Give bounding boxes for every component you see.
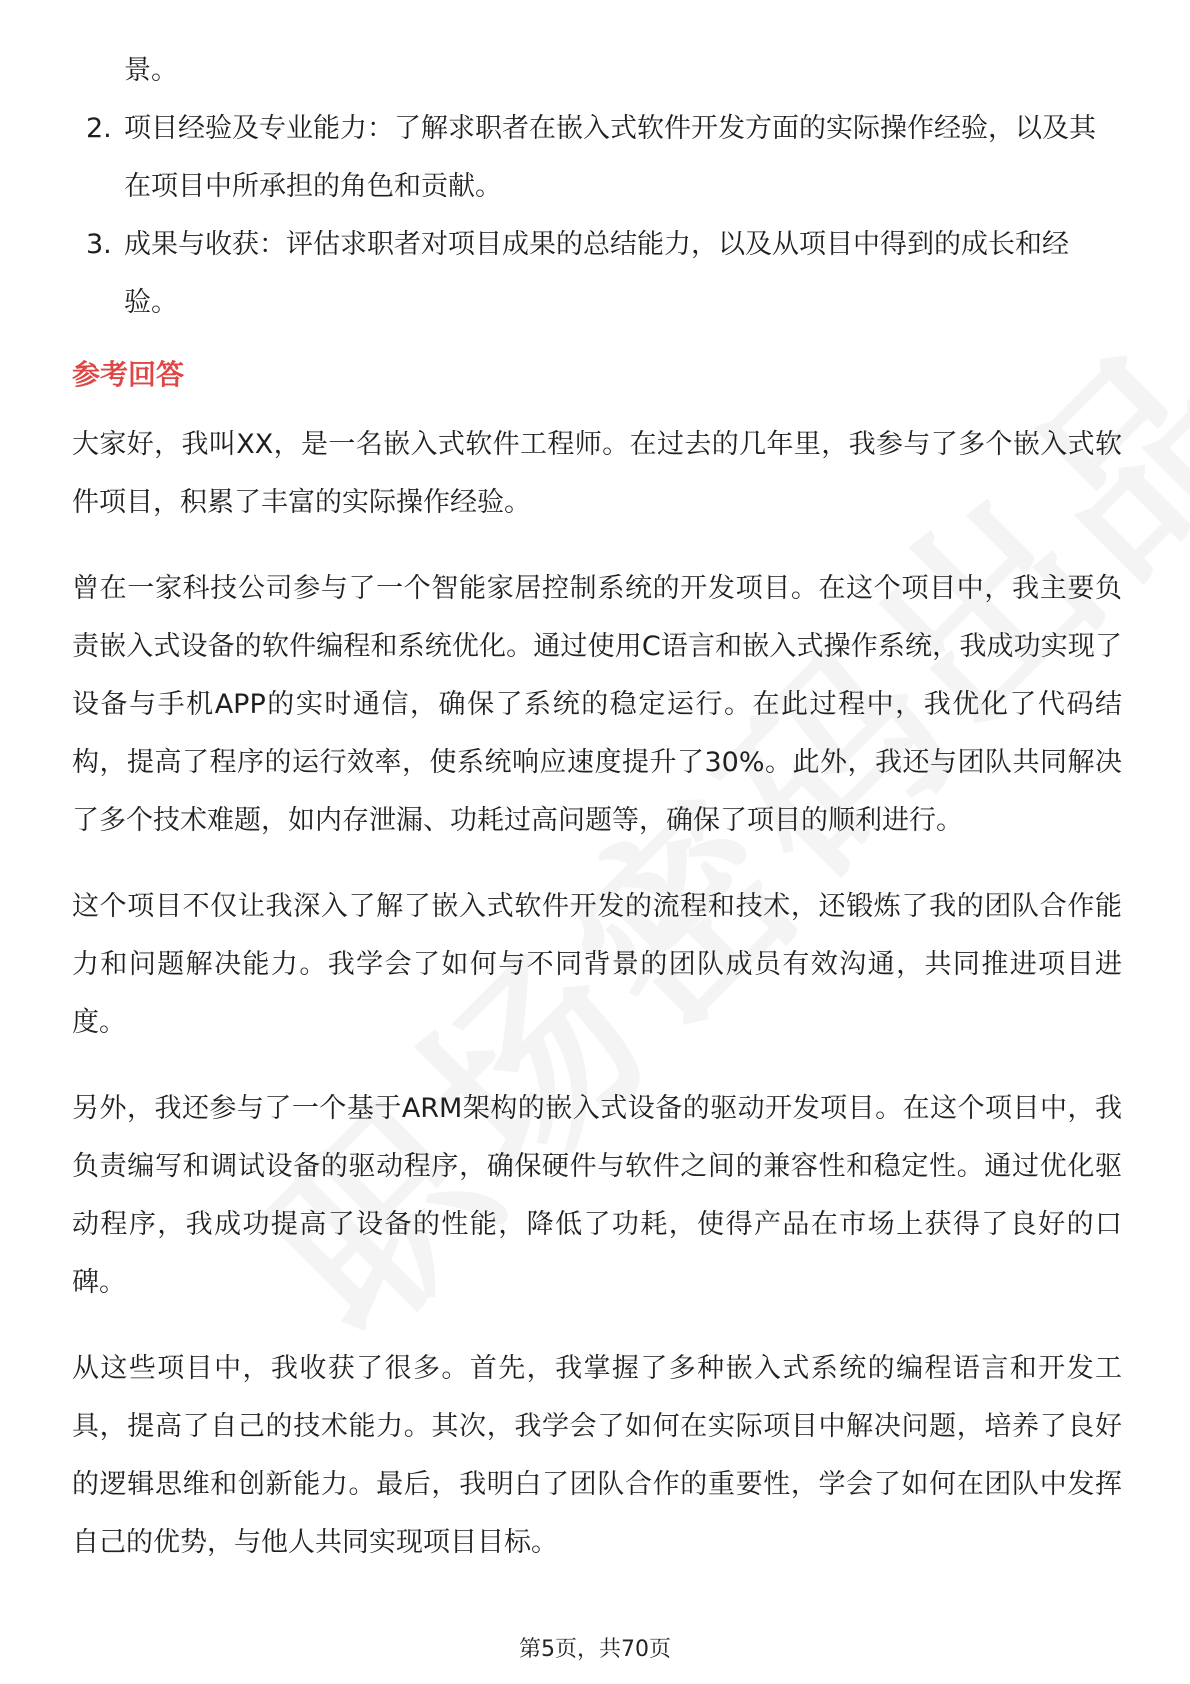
list-item-text: 了解求职者在嵌入式软件开发方面的实际操作经验，以及其在项目中所承担的角色和贡献。 [124,113,1096,202]
list-item-number: 3. [86,229,112,260]
section-heading: 参考回答 [72,358,185,391]
paragraph: 另外，我还参与了一个基于ARM架构的嵌入式设备的驱动开发项目。在这个项目中，我负责编写和调试设备的驱动程序，确保硬件与软件之间的兼容性和稳定性。通过优化驱动程序，我成功提高了设备的性能，降低了功耗，使得产品在市场上获得了良好的口碑。 [72,1093,1122,1298]
list-item-title: 成果与收获： [124,229,286,260]
paragraph: 大家好，我叫XX，是一名嵌入式软件工程师。在过去的几年里，我参与了多个嵌入式软件项目，积累了丰富的实际操作经验。 [72,429,1122,518]
list-item [72,216,1122,332]
page-number-footer: 第5页，共70页 [519,1637,671,1662]
paragraph: 这个项目不仅让我深入了解了嵌入式软件开发的流程和技术，还锻炼了我的团队合作能力和问题解决能力。我学会了如何与不同背景的团队成员有效沟通，共同推进项目进度。 [72,891,1122,1038]
document-content [72,42,1122,1572]
list-item [72,100,1122,216]
list-item-number: 2. [86,113,112,144]
paragraph: 曾在一家科技公司参与了一个智能家居控制系统的开发项目。在这个项目中，我主要负责嵌入式设备的软件编程和系统优化。通过使用C语言和嵌入式操作系统，我成功实现了设备与手机APP的实时通信，确保了系统的稳定运行。在此过程中，我优化了代码结构，提高了程序的运行效率，使系统响应速度提升了30%。此外，我还与团队共同解决了多个技术难题，如内存泄漏、功耗过高问题等，确保了项目的顺利进行。 [72,573,1122,836]
list-item-title: 项目经验及专业能力： [124,113,394,144]
list-continuation-text: 景。 [124,55,178,86]
list-item-text: 评估求职者对项目成果的总结能力，以及从项目中得到的成长和经验。 [124,229,1069,318]
paragraph: 从这些项目中，我收获了很多。首先，我掌握了多种嵌入式系统的编程语言和开发工具，提高了自己的技术能力。其次，我学会了如何在实际项目中解决问题，培养了良好的逻辑思维和创新能力。最后，我明白了团队合作的重要性，学会了如何在团队中发挥自己的优势，与他人共同实现项目目标。 [72,1353,1122,1558]
